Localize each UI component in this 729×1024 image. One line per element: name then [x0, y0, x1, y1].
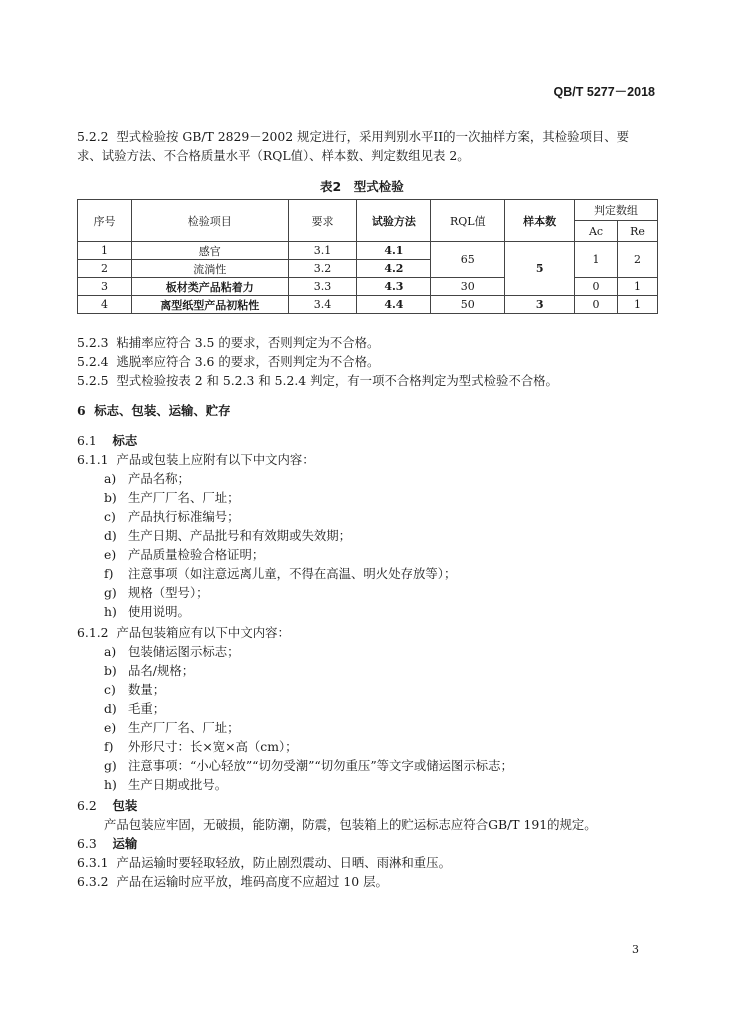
header-sample-size: 样本数 [505, 200, 575, 242]
clause-6-2-text: 产品包装应牢固，无破损，能防潮，防震，包装箱上的贮运标志应符合GB/T 191的规定。 [104, 817, 597, 832]
section-number: 6.2 [77, 798, 97, 813]
section-number: 6.3 [77, 836, 97, 851]
clause-5-2-5 [77, 371, 558, 390]
page-number: 3 [632, 943, 639, 956]
clause-number: 5.2.4 [77, 354, 109, 369]
cell-seq: 1 [78, 242, 132, 260]
table-row [78, 242, 658, 260]
list-item: a) 产品名称； [104, 471, 190, 486]
cell-rql: 50 [431, 296, 505, 314]
list-item: d) 毛重； [104, 701, 166, 716]
list-item: b) 生产厂厂名、厂址； [104, 490, 240, 505]
clause-5-2-2-cont: 求、试验方法、不合格质量水平（RQL值）、样本数、判定数组见表 2。 [77, 148, 470, 163]
cell-re-merged: 2 [618, 242, 658, 278]
clause-5-2-4 [77, 352, 379, 371]
list-item: c) 数量； [104, 682, 166, 697]
clause-number: 6.1.1 [77, 452, 109, 467]
list-item: c) 产品执行标准编号； [104, 509, 240, 524]
clause-number: 6.3.2 [77, 874, 109, 889]
table-row [78, 296, 658, 314]
section-6-1-heading [77, 431, 137, 450]
cell-method: 4.3 [357, 278, 431, 296]
inspection-table [77, 199, 658, 314]
cell-method: 4.4 [357, 296, 431, 314]
list-item: h) 生产日期或批号。 [104, 777, 228, 792]
clause-number: 6.3.1 [77, 855, 109, 870]
section-title: 标志 [112, 433, 138, 448]
clause-text: 产品或包装上应附有以下中文内容： [116, 452, 315, 467]
clause-number: 5.2.5 [77, 373, 109, 388]
cell-req: 3.4 [288, 296, 357, 314]
cell-item: 离型纸型产品初粘性 [131, 296, 288, 314]
cell-re: 1 [618, 296, 658, 314]
header-test-method: 试验方法 [357, 200, 431, 242]
clause-number: 6.1.2 [77, 625, 109, 640]
cell-re: 1 [618, 278, 658, 296]
clause-6-3-1 [77, 853, 451, 872]
cell-ac: 0 [575, 296, 618, 314]
clause-6-1-1 [77, 450, 315, 469]
cell-req: 3.1 [288, 242, 357, 260]
clause-text: 产品包装箱应有以下中文内容： [116, 625, 290, 640]
cell-method: 4.2 [357, 260, 431, 278]
cell-sample-merged: 5 [505, 242, 575, 296]
list-item: b) 品名/规格； [104, 663, 195, 678]
clause-5-2-2 [77, 127, 629, 146]
header-re: Re [618, 221, 658, 242]
clause-text: 产品运输时要轻取轻放，防止剧烈震动、日晒、雨淋和重压。 [116, 855, 451, 870]
section-title: 运输 [112, 836, 138, 851]
clause-text: 粘捕率应符合 3.5 的要求，否则判定为不合格。 [116, 335, 380, 350]
cell-seq: 2 [78, 260, 132, 278]
list-item: f) 外形尺寸：长×宽×高（cm）； [104, 739, 298, 754]
list-item: h) 使用说明。 [104, 604, 190, 619]
cell-ac-merged: 1 [575, 242, 618, 278]
section-title: 标志、包装、运输、贮存 [94, 403, 231, 418]
clause-6-3-2 [77, 872, 388, 891]
section-title: 包装 [112, 798, 138, 813]
header-judgement: 判定数组 [575, 200, 658, 221]
header-item: 检验项目 [131, 200, 288, 242]
clause-6-1-2 [77, 623, 290, 642]
cell-item: 感官 [131, 242, 288, 260]
header-requirement: 要求 [288, 200, 357, 242]
cell-rql: 30 [431, 278, 505, 296]
clause-text: 型式检验按 GB/T 2829－2002 规定进行，采用判别水平II的一次抽样方案，其检验项目、要 [116, 129, 630, 144]
table-caption: 表2 型式检验 [320, 179, 404, 194]
cell-rql-merged: 65 [431, 242, 505, 278]
clause-text: 型式检验按表 2 和 5.2.3 和 5.2.4 判定，有一项不合格判定为型式检验不合格。 [116, 373, 558, 388]
cell-req: 3.3 [288, 278, 357, 296]
section-6-3-heading [77, 834, 137, 853]
cell-item: 板材类产品粘着力 [131, 278, 288, 296]
list-item: e) 产品质量检验合格证明； [104, 547, 265, 562]
standard-number: QB/T 5277－2018 [553, 85, 655, 99]
list-item: a) 包装储运图示标志； [104, 644, 240, 659]
header-rql: RQL值 [431, 200, 505, 242]
clause-text: 产品在运输时应平放，堆码高度不应超过 10 层。 [116, 874, 388, 889]
section-6-heading [77, 401, 231, 420]
section-number: 6.1 [77, 433, 97, 448]
cell-seq: 3 [78, 278, 132, 296]
list-item: g) 注意事项：“小心轻放”“切勿受潮”“切勿重压”等文字或储运图示标志； [104, 758, 513, 773]
clause-text: 逃脱率应符合 3.6 的要求，否则判定为不合格。 [116, 354, 380, 369]
clause-5-2-3 [77, 333, 379, 352]
cell-seq: 4 [78, 296, 132, 314]
section-number: 6 [77, 403, 86, 418]
cell-sample: 3 [505, 296, 575, 314]
list-item: g) 规格（型号）； [104, 585, 209, 600]
header-ac: Ac [575, 221, 618, 242]
cell-item: 流淌性 [131, 260, 288, 278]
cell-req: 3.2 [288, 260, 357, 278]
clause-number: 5.2.2 [77, 129, 109, 144]
list-item: d) 生产日期、产品批号和有效期或失效期； [104, 528, 352, 543]
cell-ac: 0 [575, 278, 618, 296]
section-6-2-heading [77, 796, 137, 815]
clause-number: 5.2.3 [77, 335, 109, 350]
header-seq: 序号 [78, 200, 132, 242]
list-item: f) 注意事项（如注意远离儿童，不得在高温、明火处存放等）； [104, 566, 457, 581]
cell-method: 4.1 [357, 242, 431, 260]
list-item: e) 生产厂厂名、厂址； [104, 720, 240, 735]
